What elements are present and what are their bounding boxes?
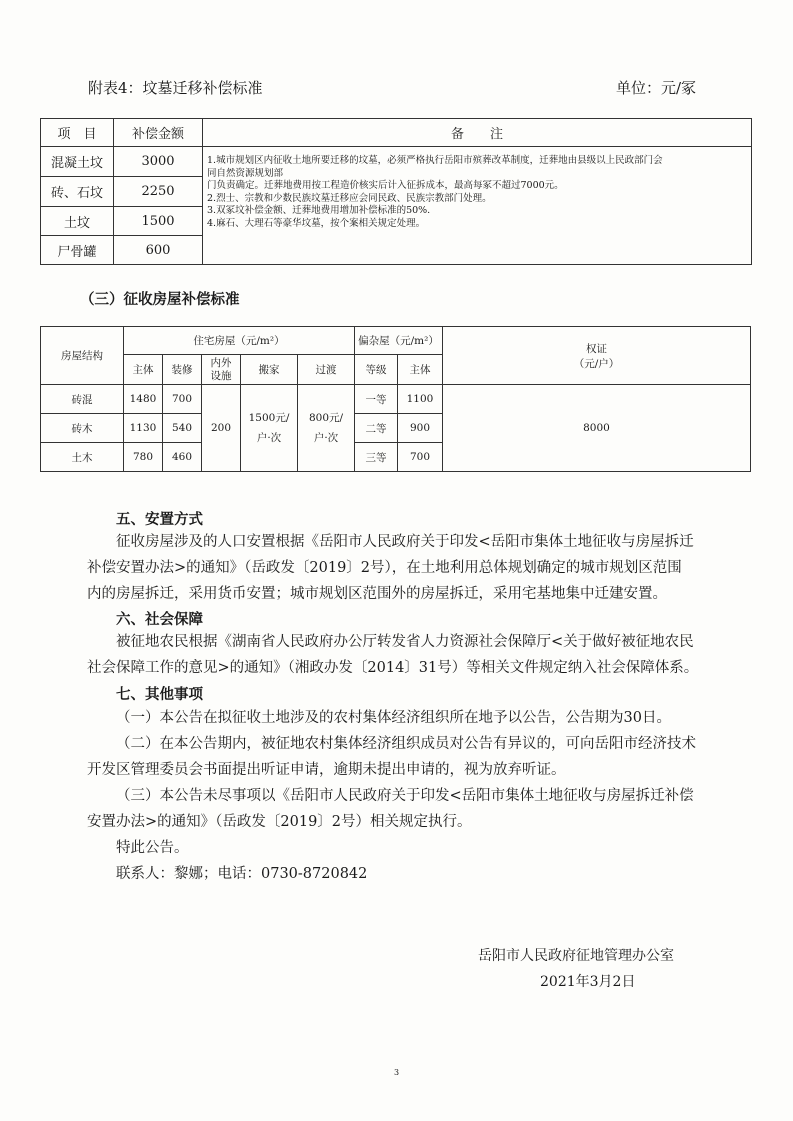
section6-para-line: 被征地农民根据《湖南省人民政府办公厅转发省人力资源社会保障厅<关于做好被征地农民 (116, 634, 694, 650)
table1-amount-cell: 3000 (114, 147, 203, 177)
table2-sub-moving: 搬家 (241, 355, 298, 385)
table1-header-item: 项 目 (41, 119, 114, 147)
table2-permit-cell: 8000 (443, 385, 751, 472)
section5-title: 五、安置方式 (116, 511, 203, 528)
table1-caption: 附表4：坟墓迁移补偿标准 (88, 79, 263, 97)
section3-title: （三）征收房屋补偿标准 (80, 291, 240, 308)
table2-header-auxiliary: 偏杂屋（元/m²） (355, 327, 443, 355)
transition-line: 800元/ (308, 412, 344, 424)
table2-sub-main: 主体 (124, 355, 163, 385)
table1-amount-cell: 1500 (114, 207, 203, 236)
remark-line: 4.麻石、大理石等豪华坟墓，按个案相关规定处理。 (207, 217, 426, 229)
section5-para-line: 补偿安置办法>的通知》（岳政发〔2019〕2号），在土地利用总体规划确定的城市规划区范围 (87, 560, 682, 576)
table1-item-cell: 土坟 (41, 207, 114, 236)
moving-line: 1500元/ (248, 412, 290, 424)
table2-sub-grade: 等级 (355, 355, 398, 385)
section7-para-line: （二）在本公告期内，被征地农村集体经济组织成员对公告有异议的，可向岳阳市经济技术 (116, 736, 696, 752)
table2-sub-facilities (202, 355, 241, 385)
table1-item-cell: 尸骨罐 (41, 236, 114, 265)
table2-sub-aux-main: 主体 (398, 355, 443, 385)
moving-line: 户·次 (256, 432, 282, 444)
table2-sub-transition: 过渡 (298, 355, 355, 385)
remark-line: 2.烈士、宗教和少数民族坟墓迁移应会同民政、民族宗教部门处理。 (207, 192, 492, 204)
table2-main-cell: 1480 (124, 385, 163, 414)
table2-decoration-cell: 700 (163, 385, 202, 414)
table1-remarks-cell (203, 147, 752, 265)
facilities-label-line: 设施 (210, 369, 232, 382)
table2-structure-cell: 砖混 (41, 385, 124, 414)
table1-unit: 单位：元/冢 (616, 79, 697, 97)
table1-header-remarks: 备 注 (203, 119, 752, 147)
table2-header-structure: 房屋结构 (41, 327, 124, 385)
table2-transition-cell (298, 385, 355, 472)
facilities-label-line: 内外 (210, 356, 232, 369)
permit-label: 权证 (586, 342, 607, 355)
table2-decoration-cell: 460 (163, 443, 202, 472)
table1-item-cell: 混凝土坟 (41, 147, 114, 177)
remark-line: 1.城市规划区内征收土地所要迁移的坟墓，必须严格执行岳阳市殡葬改革制度，迁葬地由县级以上民政部门会 (207, 155, 663, 166)
table2-aux-main-cell: 1100 (398, 385, 443, 414)
remark-line: 3.双冢坟补偿金额、迁葬地费用增加补偿标准的50%. (207, 205, 431, 216)
section7-para-line: （一）本公告在拟征收土地涉及的农村集体经济组织所在地予以公告，公告期为30日。 (116, 710, 671, 726)
section5-para-line: 征收房屋涉及的人口安置根据《岳阳市人民政府关于印发<岳阳市集体土地征收与房屋拆迁 (116, 534, 694, 550)
table2-grade-cell: 一等 (355, 385, 398, 414)
section5-para-line: 内的房屋拆迁，采用货币安置；城市规划区范围外的房屋拆迁，采用宅基地集中迁建安置。 (87, 586, 667, 602)
section6-para-line: 社会保障工作的意见>的通知》（湘政办发〔2014〕31号）等相关文件规定纳入社会保障体系。 (87, 660, 699, 676)
permit-unit: （元/户） (573, 357, 620, 370)
page-number: 3 (394, 1068, 400, 1077)
issue-date: 2021年3月2日 (540, 974, 636, 990)
section7-title: 七、其他事项 (116, 686, 203, 703)
table2-grade-cell: 三等 (355, 443, 398, 472)
table2-decoration-cell: 540 (163, 414, 202, 443)
closing-line: 特此公告。 (116, 840, 189, 856)
table2-aux-main-cell: 900 (398, 414, 443, 443)
table2-header-residential: 住宅房屋（元/m²） (124, 327, 355, 355)
table1-header-amount: 补偿金额 (114, 119, 203, 147)
contact-line: 联系人：黎娜；电话：0730-8720842 (116, 866, 368, 882)
section6-title: 六、社会保障 (116, 611, 203, 628)
table2-aux-main-cell: 700 (398, 443, 443, 472)
remark-line: 门负责确定。迁葬地费用按工程造价核实后计入征拆成本，最高每冢不超过7000元。 (207, 180, 564, 191)
remark-line: 同自然资源规划部 (207, 167, 284, 179)
table1-amount-cell: 2250 (114, 177, 203, 207)
issuing-organization: 岳阳市人民政府征地管理办公室 (478, 948, 674, 964)
table2-moving-cell (241, 385, 298, 472)
table2-header-permit (443, 327, 751, 385)
section7-para-line: （三）本公告未尽事项以《岳阳市人民政府关于印发<岳阳市集体土地征收与房屋拆迁补偿 (116, 788, 694, 804)
table1-amount-cell: 600 (114, 236, 203, 265)
table2-grade-cell: 二等 (355, 414, 398, 443)
table2-structure-cell: 砖木 (41, 414, 124, 443)
table2-sub-decoration: 装修 (163, 355, 202, 385)
table2-main-cell: 1130 (124, 414, 163, 443)
section7-para-line: 开发区管理委员会书面提出听证申请，逾期未提出申请的，视为放弃听证。 (87, 762, 566, 778)
table2-main-cell: 780 (124, 443, 163, 472)
transition-line: 户·次 (313, 432, 339, 444)
section7-para-line: 安置办法>的通知》（岳政发〔2019〕2号）相关规定执行。 (87, 814, 472, 830)
table1-item-cell: 砖、石坟 (41, 177, 114, 207)
house-compensation-table (40, 326, 751, 472)
table2-facilities-cell: 200 (202, 385, 241, 472)
grave-relocation-table (40, 118, 752, 265)
table2-structure-cell: 土木 (41, 443, 124, 472)
